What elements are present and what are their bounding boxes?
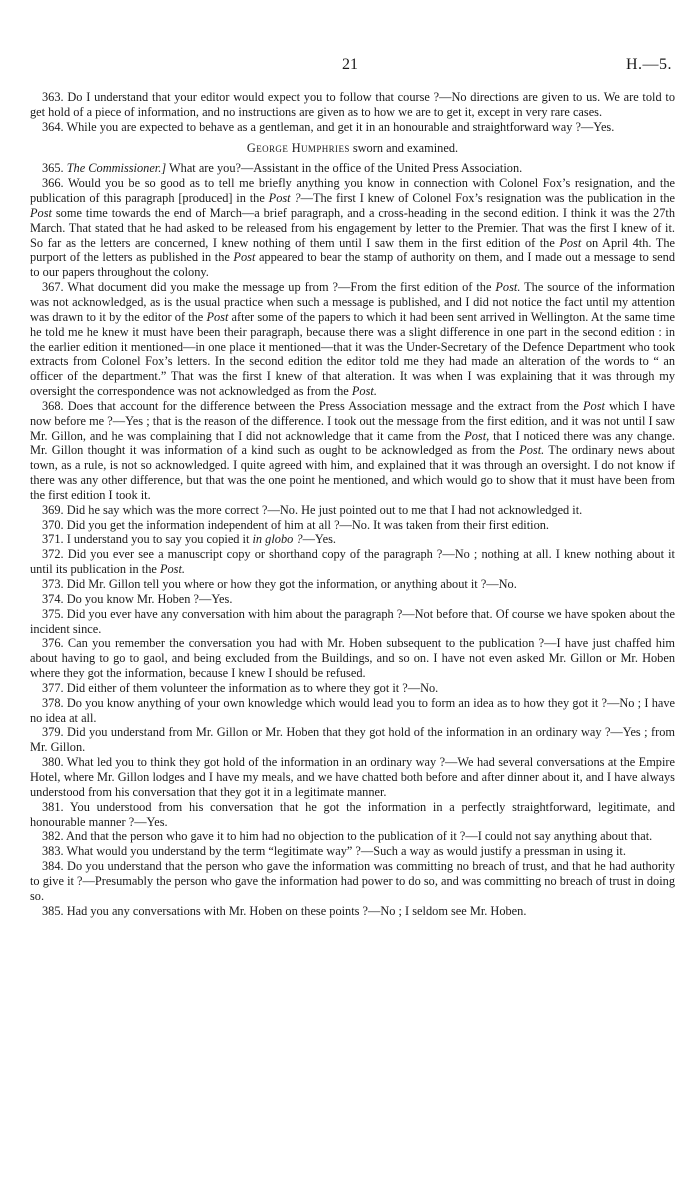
text-run: —Yes.: [302, 532, 336, 547]
text-run: 382. And that the person who gave it to him had no objection to the publication of it ?—I could not say anything about that.: [42, 829, 653, 844]
text-run: 379. Did you understand from Mr. Gillon or Mr. Hoben that they got hold of the information in an ordinary way ?—Yes ; from Mr. Gillon.: [30, 725, 675, 755]
text-run: some time towards the end of March—a brief paragraph, and a cross-heading in the second edition. I think it was the 27th March. That stated that he had asked to be released from his engagement by letter to the Premier. That was the first I knew of it. So far as the letters are concerned, I knew nothing of them until I saw them in the first edition of the: [30, 205, 675, 250]
page-number: 21: [342, 56, 358, 73]
testimony-paragraph: [30, 681, 675, 696]
italic-text: Post,: [464, 428, 490, 443]
text-run: 385. Had you any conversations with Mr. Hoben on these points ?—No ; I seldom see Mr. Hoben.: [42, 903, 527, 918]
italic-text: in globo ?: [252, 532, 303, 547]
text-run: 366. Would you be so good as to tell me briefly anything you know in connection with Colonel Fox’s resignation, and the publication of this paragraph [produced] in the: [30, 176, 675, 206]
text-run: 384. Do you understand that the person who gave the information was committing no breach of trust, and that he had authority to give it ?—Presumably the person who gave the information had power to do so, and was committing no breach of trust in doing so.: [30, 859, 675, 903]
text-run: 380. What led you to think they got hold of the information in an ordinary way ?—We had several conversations at the Empire Hotel, where Mr. Gillon lodges and I have my meals, and we have chatted both before and after dinner about it, and I have always understood from his conversation that they got it in a legitimate manner.: [30, 755, 675, 799]
testimony-paragraph: [30, 547, 675, 577]
text-run: 383. What would you understand by the term “legitimate way” ?—Such a way as would justify a pressman in using it.: [42, 844, 626, 859]
text-run: The source of the information was not acknowledged, as is the usual practice when such a message is published, and I did not notice the fact until my attention was drawn to it by the editor of the: [30, 280, 675, 324]
testimony-paragraph: [30, 120, 675, 135]
text-run: sworn and examined.: [349, 140, 459, 155]
text-run: 372. Did you ever see a manuscript copy or shorthand copy of the paragraph ?—No ; nothing at all. I knew nothing about it until its publication in the: [30, 547, 675, 577]
italic-text: Post.: [351, 384, 377, 399]
testimony-paragraph: [30, 176, 675, 280]
italic-text: Post.: [495, 280, 521, 295]
testimony-paragraph: [30, 399, 675, 503]
text-run: 368. Does that account for the difference between the Press Association message and the extract from the: [42, 398, 583, 413]
text-run: 381. You understood from his conversation that he got the information in a perfectly straightforward, legitimate, and honourable manner ?—Yes.: [30, 799, 675, 829]
text-run: 377. Did either of them volunteer the information as to where they got it ?—No.: [42, 680, 439, 695]
testimony-paragraph: [30, 577, 675, 592]
testimony-paragraph: [30, 859, 675, 904]
italic-text: Post: [233, 250, 256, 265]
testimony-paragraph: [30, 755, 675, 800]
text-run: 371. I understand you to say you copied it: [42, 532, 253, 547]
italic-text: Post: [30, 205, 52, 220]
testimony-paragraph: [30, 904, 675, 919]
italic-text: The Commissioner.]: [66, 161, 167, 176]
text-run: 363. Do I understand that your editor would expect you to follow that course ?—No directions are given to us. We are told to get hold of a piece of information, and no instructions are given as to how we are to get it, except in very rare cases.: [30, 90, 675, 119]
text-run: 376. Can you remember the conversation you had with Mr. Hoben subsequent to the publication ?—I have just chaffed him about having to go to gaol, and being excluded from the Buildings, and so on. I have not even asked Mr. Gillon or Mr. Hoben where they got the information, because I knew I should be refused.: [30, 636, 675, 681]
italic-text: Post: [583, 398, 605, 413]
italic-text: Post: [559, 235, 582, 250]
text-run: 378. Do you know anything of your own knowledge which would lead you to form an idea as to how they got it ?—No ; I have no idea at all.: [30, 695, 675, 725]
italic-text: Post.: [159, 562, 185, 577]
text-run: —The first I knew of Colonel Fox’s resignation was the publication in the: [300, 191, 676, 206]
text-run: 373. Did Mr. Gillon tell you where or how they got the information, or anything about it ?—No.: [42, 577, 517, 591]
testimony-paragraph: [30, 607, 675, 637]
text-run: that I noticed there was any change. Mr. Gillon thought it was information of a kind such as ought to be acknowledged as from the: [30, 428, 676, 458]
text-run: appeared to bear the stamp of authority on them, and I made out a message to send to our papers throughout the colony.: [30, 250, 676, 280]
testimony-paragraph: [30, 800, 675, 830]
document-reference: H.—5.: [625, 56, 672, 73]
text-run: 370. Did you get the information independent of him at all ?—No. It was taken from their first edition.: [42, 517, 550, 532]
witness-name: George Humphries: [246, 140, 350, 155]
testimony-paragraph: [30, 532, 675, 547]
testimony-paragraph: [30, 280, 675, 399]
text-run: 374. Do you know Mr. Hoben ?—Yes.: [42, 591, 233, 606]
document-body: [30, 90, 675, 918]
witness-heading: [30, 141, 675, 156]
testimony-paragraph: [30, 636, 675, 681]
text-run: 367. What document did you make the message up from ?—From the first edition of the: [42, 280, 496, 295]
testimony-paragraph: [30, 518, 675, 533]
testimony-paragraph: [30, 696, 675, 726]
italic-text: Post: [206, 309, 229, 324]
testimony-paragraph: [30, 503, 675, 518]
text-run: 365.: [42, 161, 67, 176]
text-run: 364. While you are expected to behave as a gentleman, and get it in an honourable and straightforward way ?—Yes.: [42, 119, 615, 134]
testimony-paragraph: [30, 90, 675, 120]
testimony-paragraph: [30, 725, 675, 755]
text-run: 375. Did you ever have any conversation with him about the paragraph ?—Not before that. Of course we have spoken about the incident since.: [30, 606, 675, 636]
testimony-paragraph: [30, 592, 675, 607]
italic-text: Post.: [519, 443, 545, 458]
text-run: What are you?—Assistant in the office of the United Press Association.: [166, 161, 523, 176]
text-run: after some of the papers to which it had been sent arrived in Wellington. At the same time he told me he knew it must have been their paragraph, because there was a slight difference in one part in the second edition : in the earlier edition it mentioned—in one place it mentioned—that it was the Under-Secretary of the Defence Department who took extracts from Colonel Fox’s letters. In the second edition the editor told me they had made an alteration of the words to “ an officer of the department.” That was the first I knew of that alteration. It was when I was explaining that it was through my oversight the correspondence was not acknowledged as from the: [30, 309, 676, 399]
testimony-paragraph: [30, 161, 675, 176]
text-run: which I have now before me ?—Yes ; that is the reason of the difference. I took out the message from the first edition, and it was not until I saw Mr. Gillon, and he was complaining that I did not acknowledge that it came from the: [30, 398, 675, 443]
text-run: on April 4th. The purport of the letters as published in the: [30, 235, 675, 265]
testimony-paragraph: [30, 844, 675, 859]
italic-text: Post ?: [268, 191, 301, 206]
text-run: The ordinary news about town, as a rule, is not so acknowledged. I quite agreed with him, and explained that it was through an oversight. I do not know if there was any other difference, but that was the one point he mentioned, and which would go to show that it must have been from the first edition I took it.: [30, 443, 675, 502]
text-run: 369. Did he say which was the more correct ?—No. He just pointed out to me that I had not acknowledged it.: [42, 502, 583, 517]
testimony-paragraph: [30, 829, 675, 844]
